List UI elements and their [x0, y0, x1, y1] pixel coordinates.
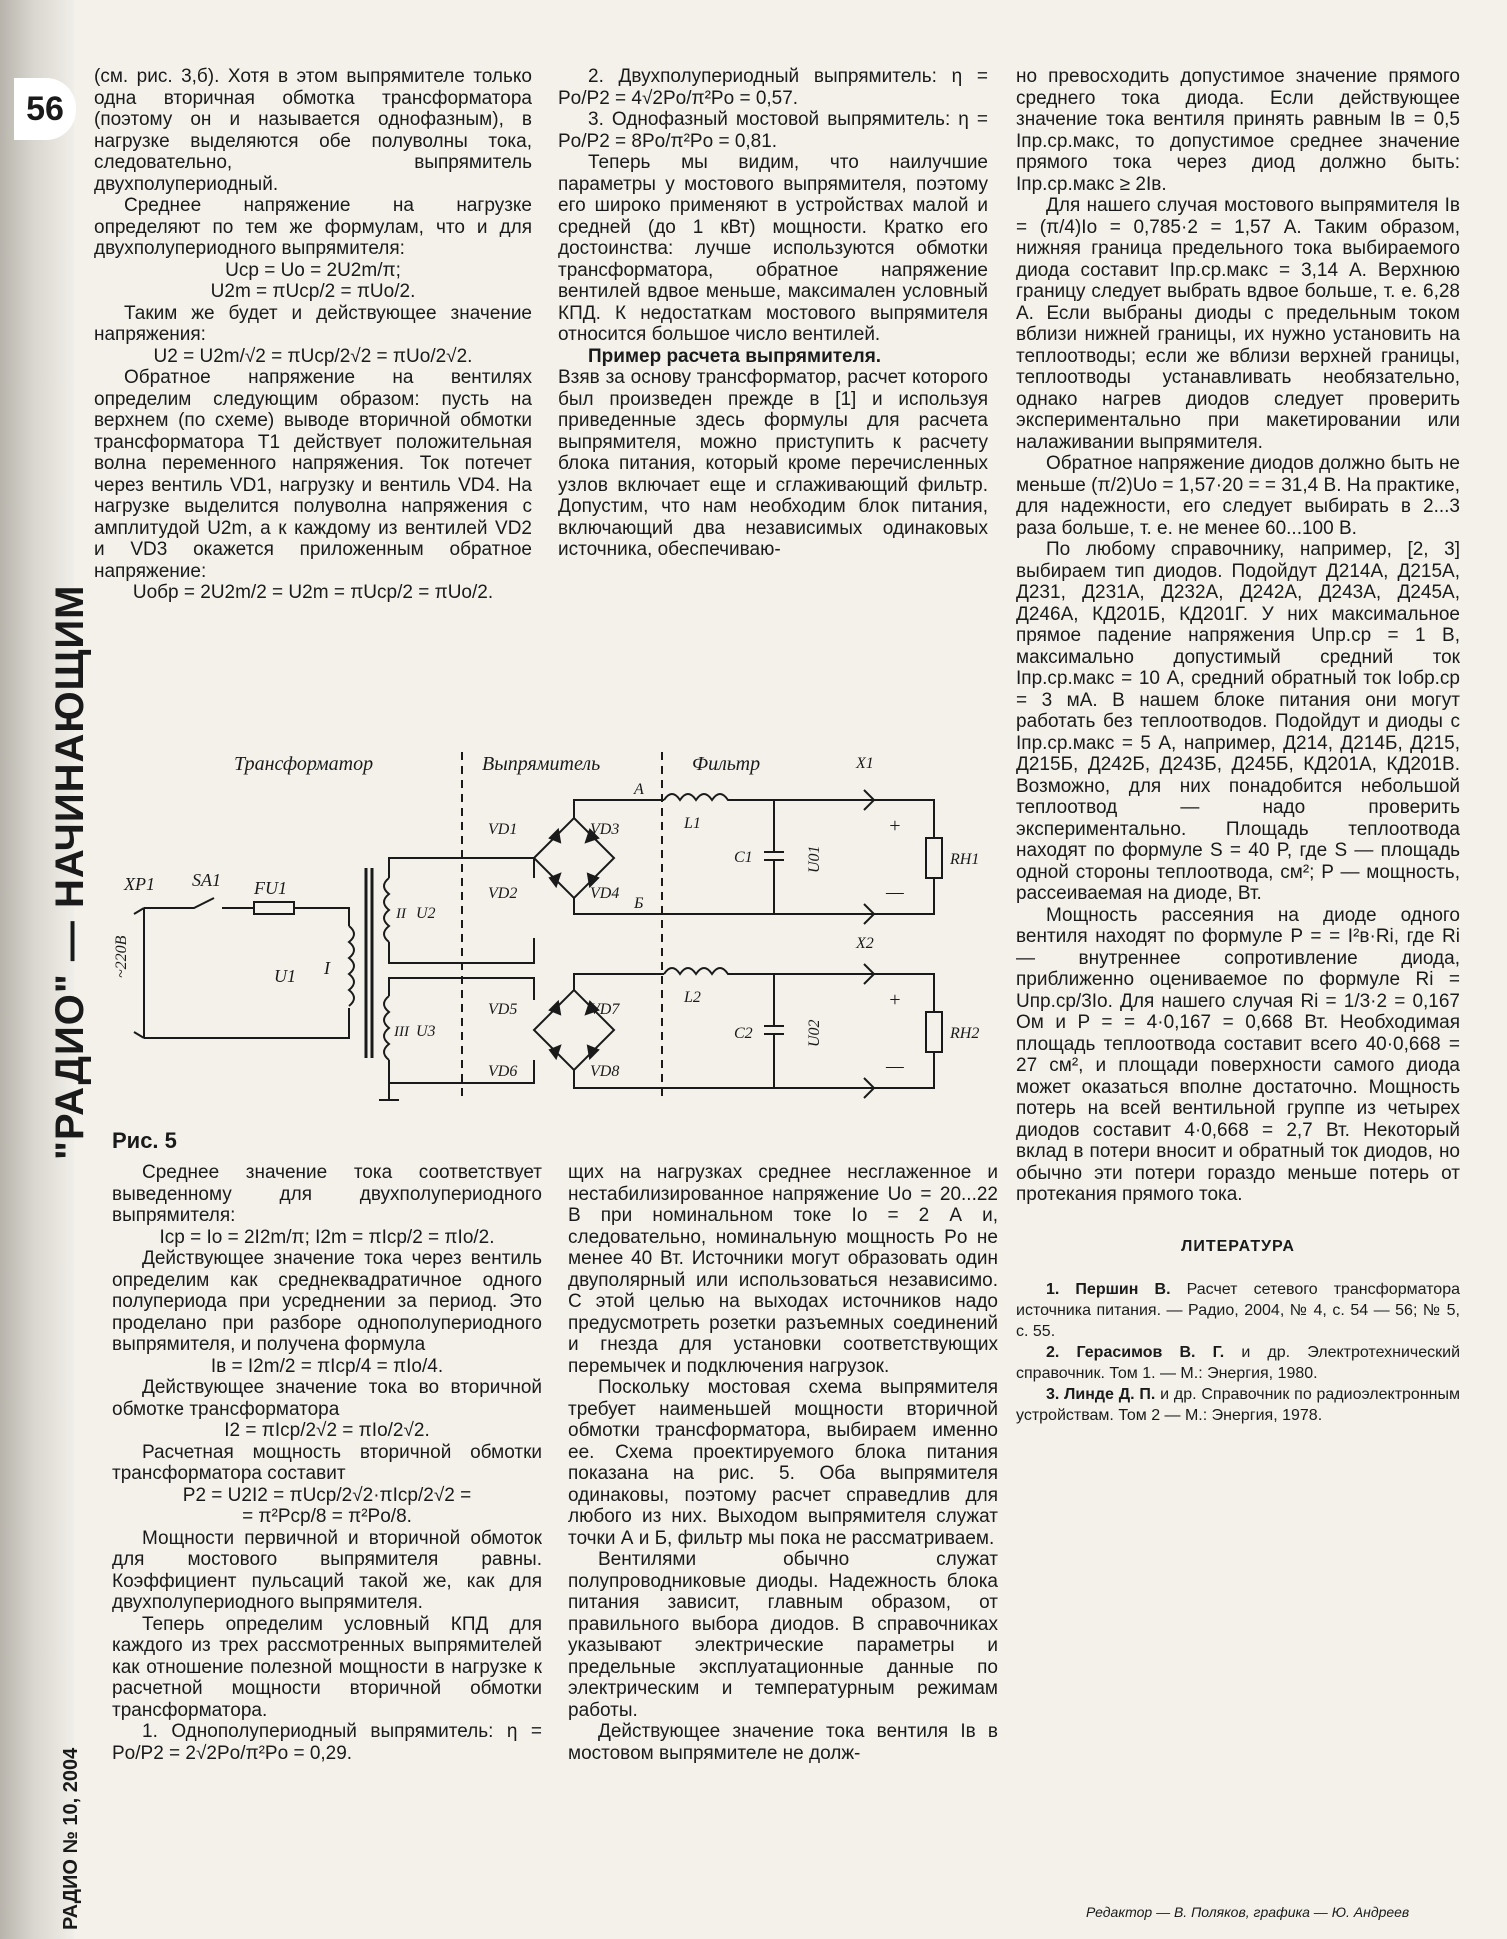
ground-icon — [379, 1083, 399, 1100]
label-winding-iii: III — [394, 1024, 409, 1040]
formula: U2 = U2m/√2 = πUср/2√2 = πUо/2√2. — [153, 345, 473, 367]
literature-author: 2. Герасимов В. Г. — [1046, 1344, 1225, 1361]
label-x2: X2 — [856, 935, 874, 952]
label-rh1: RH1 — [950, 851, 980, 868]
label-vd3: VD3 — [590, 821, 620, 838]
example-heading — [558, 346, 988, 368]
primary-winding — [349, 926, 354, 1006]
rectifier-schematic — [104, 738, 1014, 1118]
paragraph: Вентилями обычно служат полупроводниковые диоды. Надежность блока питания зависит, главным образом, от правильного выбора диодов. В справочниках указывают электрические параметры и предельные эксплуатационные данные по электрическим и температурным режимам работы. — [568, 1549, 998, 1721]
paragraph: Действующее значение тока через вентиль определим как среднеквадратичное одного полупериода при усреднении за период. Это проделано при разборе однополупериодного выпрямителя, и получена формула — [112, 1248, 542, 1355]
label-plus-1: + — [888, 815, 902, 837]
label-transformer: Трансформатор — [234, 753, 374, 775]
load-1-leads — [904, 800, 934, 914]
paragraph: Обратное напряжение на вентилях определим следующим образом: пусть на верхнем (по схеме) выводе вторичной обмотки трансформатора Т1 действует положительная волна переменного напряжения. Ток потечет через вентиль VD1, нагрузку и вентиль VD4. На нагрузке выделится полуволна напряжения с амплитудой U2m, а к каждому из вентилей VD2 и VD3 окажется приложенным обратное напряжение: — [94, 367, 532, 582]
formula: Uср = Uо = 2U2m/π; — [225, 259, 401, 281]
paragraph: 2. Двухполупериодный выпрямитель: η = Pо/P2 = 4√2Pо/π²Pо = 0,57. — [558, 66, 988, 109]
label-plus-2: + — [888, 989, 902, 1011]
label-minus-1: — — [886, 881, 904, 903]
label-vd5: VD5 — [488, 1001, 518, 1018]
plug-xp1 — [134, 908, 144, 1038]
formula: Iв = I2m/2 = πIср/4 = πIо/4. — [210, 1355, 444, 1377]
label-minus-2: — — [886, 1055, 904, 1077]
capacitor-c1 — [764, 800, 784, 914]
literature-item — [1016, 1279, 1460, 1342]
paragraph: но превосходить допустимое значение прямого среднего тока диода. Если действующее значение тока вентиля принять равным Iв = 0,5 Iпр.ср.макс, то допустимое среднее значение прямого тока через диод должно быть: Iпр.ср.макс ≥ 2Iв. — [1016, 66, 1460, 195]
example-heading-text: Пример расчета выпрямителя. — [588, 345, 882, 367]
resistor-rh1 — [926, 838, 942, 878]
label-sa1: SA1 — [192, 870, 221, 890]
label-u01: U01 — [806, 845, 823, 873]
literature-list — [1016, 1279, 1460, 1426]
socket-x2 — [864, 964, 874, 1098]
switch-sa1 — [144, 898, 254, 1038]
paragraph: Теперь определим условный КПД для каждого из трех рассмотренных выпрямителей как отношение полезной мощности в нагрузке к расчетной мощности вторичной обмотки трансформатора. — [112, 1613, 542, 1721]
paragraph: (см. рис. 3,б). Хотя в этом выпрямителе только одна вторичная обмотка трансформатора (поэтому он и называется однофазным), в нагрузке выделяются обе полуволны тока, следовательно, выпрямитель двухполупериодный. — [94, 66, 532, 195]
load-2-leads — [904, 974, 934, 1088]
label-rectifier: Выпрямитель — [482, 753, 601, 775]
paragraph: Мощность рассеяния на диоде одного вентиля находят по формуле P = = I²в·Rі, где Rі — внутреннее сопротивление диода, приближенно оцениваемое по формуле Rі = Uпр.ср/3Iо. Для нашего случая Rі = 1/3·2 = 0,167 Ом и P = = 4·0,167 = 0,668 Вт. Необходимая площадь теплоотвода составит всего 40·0,668 = 27 см², и площади поверхности самого диода может оказаться вполне достаточно. Мощность потерь на всей вентильной группе из четырех диодов составит 4·0,668 = 2,7 Вт. Некоторый вклад в потери вносит и обратный ток диодов, но обычно эти потери гораздо меньше потерь от протекания прямого тока. — [1016, 904, 1460, 1205]
fuse-fu1 — [254, 902, 294, 914]
label-fu1: FU1 — [254, 878, 287, 898]
paragraph: Среднее напряжение на нагрузке определяют по тем же формулам, что и для двухполупериодного выпрямителя: — [94, 195, 532, 259]
formula: U2m = πUср/2 = πUо/2. — [210, 281, 416, 302]
label-point-b: Б — [634, 895, 644, 912]
literature-author: 3. Линде Д. П. — [1046, 1386, 1156, 1403]
label-vd2: VD2 — [488, 885, 518, 902]
formula: Uобр = 2U2m/2 = U2m = πUср/2 = πUо/2. — [132, 582, 494, 603]
page-number: 56 — [14, 78, 76, 140]
paragraph: Взяв за основу трансформатор, расчет которого был произведен прежде в [1] и используя приведенные здесь формулы для расчета выпрямителя, можно приступить к расчету блока питания, который кроме перечисленных узлов включает еще и сглаживающий фильтр. Допустим, что нам необходим блок питания, включающий два независимых одинаковых источника, обеспечиваю- — [558, 367, 988, 560]
label-vd6: VD6 — [488, 1063, 518, 1080]
label-c2: C2 — [734, 1025, 753, 1042]
label-u3: U3 — [416, 1023, 436, 1040]
paragraph: Обратное напряжение диодов должно быть не меньше (π/2)Uо = 1,57·20 = = 31,4 В. На практике, для надежности, его следует выбирать в 2...3 раза больше, т. е. не менее 60...100 В. — [1016, 453, 1460, 539]
paragraph: Для нашего случая мостового выпрямителя Iв = (π/4)Iо = 0,785·2 = 1,57 А. Таким образом, нижняя граница предельного тока выбираемого диода составит Iпр.ср.макс = 3,14 А. Верхнюю границу следует выбрать вдвое больше, т. е. 6,28 А. Если выбраны диоды с предельным током вблизи нижней границы, их нужно установить на теплоотводы; если же вблизи верхней границы, теплоотводы устанавливать необязательно, однако нагрев диодов следует проверить экспериментально при макетировании или налаживании выпрямителя. — [1016, 195, 1460, 453]
label-c1: C1 — [734, 849, 753, 866]
label-l1: L1 — [684, 815, 701, 832]
label-mains: ~220В — [113, 935, 130, 978]
literature-text: и др. Справочник по радиоэлектронным устройствам. Том 2 — М.: Энергия, 1978. — [1016, 1386, 1461, 1424]
paragraph: По любому справочнику, например, [2, 3] выбираем тип диодов. Подойдут Д214А, Д215А, Д231, Д231А, Д232А, Д242А, Д243А, Д245А, Д246А, КД201Б, КД201Г. У них максимальное прямое падение напряжения Uпр.ср = 1 В, максимально допустимый средний ток Iпр.ср.макс = 10 А, средний обратный ток Iобр.ср = 3 мА. В нашем блоке питания они могут работать без теплоотводов. Подойдут и диоды с Iпр.ср.макс = 5 А, например, Д214, Д214Б, Д215, Д215Б, Д242Б, Д243Б, Д245Б, КД201А, КД201В. Возможно, для них понадобится небольшой теплоотвод — надо проверить экспериментально. Площадь теплоотвода находят по формуле S = 40 P, где S — площадь одной стороны теплоотвода, см²; P — мощность, рассеиваемая на диоде, Вт. — [1016, 539, 1460, 904]
label-vd8: VD8 — [590, 1063, 620, 1080]
literature-title: ЛИТЕРАТУРА — [1181, 1237, 1295, 1255]
label-l2: L2 — [684, 989, 701, 1006]
issue-label: РАДИО № 10, 2004 — [60, 1747, 82, 1930]
literature-author: 1. Першин В. — [1046, 1281, 1171, 1298]
label-winding-ii: II — [396, 906, 406, 922]
figure-caption: Рис. 5 — [112, 1128, 177, 1153]
label-filter: Фильтр — [692, 753, 761, 775]
literature-text: и др. Электротехнический справочник. Том 1. — М.: Энергия, 1980. — [1016, 1344, 1460, 1382]
socket-x1 — [864, 790, 874, 924]
label-x1: X1 — [856, 755, 874, 772]
paragraph: Действующее значение тока во вторичной обмотке трансформатора — [112, 1377, 542, 1420]
label-vd7: VD7 — [590, 1001, 620, 1018]
paragraph: 3. Однофазный мостовой выпрямитель: η = Pо/P2 = 8Pо/π²Pо = 0,81. — [558, 109, 988, 152]
paragraph: Таким же будет и действующее значение напряжения: — [94, 302, 532, 345]
label-vd4: VD4 — [590, 885, 620, 902]
literature-text: Расчет сетевого трансформатора источника питания. — Радио, 2004, № 4, с. 54 — 56; № 5, с. 55. — [1016, 1281, 1460, 1340]
label-u2: U2 — [416, 905, 436, 922]
label-i: I — [324, 958, 330, 978]
paragraph: Среднее значение тока соответствует выведенному для двухполупериодного выпрямителя: — [112, 1162, 542, 1226]
resistor-rh2 — [926, 1012, 942, 1052]
secondary-winding-1 — [384, 878, 389, 942]
column-4 — [112, 1162, 542, 1764]
column-5 — [568, 1162, 998, 1764]
label-rh2: RH2 — [950, 1025, 980, 1042]
secondary-winding-2 — [384, 996, 389, 1060]
section-rubric: "РАДИО" — НАЧИНАЮЩИМ — [48, 584, 92, 1160]
column-1 — [94, 66, 532, 604]
paragraph: Теперь мы видим, что наилучшие параметры у мостового выпрямителя, поэтому его широко применяют в устройствах малой и средней (до 1 кВт) мощности. Кратко его достоинства: лучше используются обмотки трансформатора, обратное напряжение вентилей вдвое меньше, максимален условный КПД. К недостаткам мостового выпрямителя относится большое число вентилей. — [558, 152, 988, 345]
literature-item — [1016, 1384, 1460, 1426]
paragraph: Действующее значение тока вентиля Iв в мостовом выпрямителе не долж- — [568, 1721, 998, 1764]
label-xp1: XP1 — [124, 874, 155, 894]
label-point-a: А — [634, 781, 644, 798]
formula: P2 = U2I2 = πUср/2√2·πIср/2√2 = — [182, 1484, 472, 1506]
column-2 — [558, 66, 988, 561]
column-3 — [1016, 66, 1460, 1426]
paragraph: щих на нагрузках среднее несглаженное и нестабилизированное напряжение Uо = 20...22 В при номинальном токе Iо = 2 А и, следовательно, номинальную мощность Pо не менее 40 Вт. Источники могут образовать один двуполярный или использоваться независимо. С этой целью на выходах источников надо предусмотреть розетки разъемных соединений и гнезда для установки соответствующих перемычек и подключения нагрузок. — [568, 1162, 998, 1377]
paragraph: Мощности первичной и вторичной обмоток для мостового выпрямителя равны. Коэффициент пульсаций такой же, как для двухполупериодного выпрямителя. — [112, 1527, 542, 1613]
label-u02: U02 — [806, 1019, 823, 1047]
paragraph: Расчетная мощность вторичной обмотки трансформатора составит — [112, 1441, 542, 1484]
paragraph: 1. Однополупериодный выпрямитель: η = Pо/P2 = 2√2Pо/π²Pо = 0,29. — [112, 1721, 542, 1764]
paragraph: Поскольку мостовая схема выпрямителя требует наименьшей мощности вторичной обмотки трансформатора, выбираем именно ее. Схема проектируемого блока питания показана на рис. 5. Оба выпрямителя одинаковы, поэтому расчет справедлив для любого из них. Выходом выпрямителя служат точки А и Б, фильтр мы пока не рассматриваем. — [568, 1377, 998, 1549]
formula: = π²Pср/8 = π²Pо/8. — [242, 1506, 412, 1527]
formula: I2 = πIср/2√2 = πIо/2√2. — [224, 1420, 430, 1441]
capacitor-c2 — [764, 974, 784, 1088]
editor-credit: Редактор — В. Поляков, графика — Ю. Андреев — [1086, 1904, 1410, 1920]
literature-item — [1016, 1342, 1460, 1384]
label-u1: U1 — [274, 966, 296, 986]
formula: Iср = Iо = 2I2m/π; I2m = πIср/2 = πIо/2. — [159, 1226, 495, 1248]
label-vd1: VD1 — [488, 821, 518, 838]
